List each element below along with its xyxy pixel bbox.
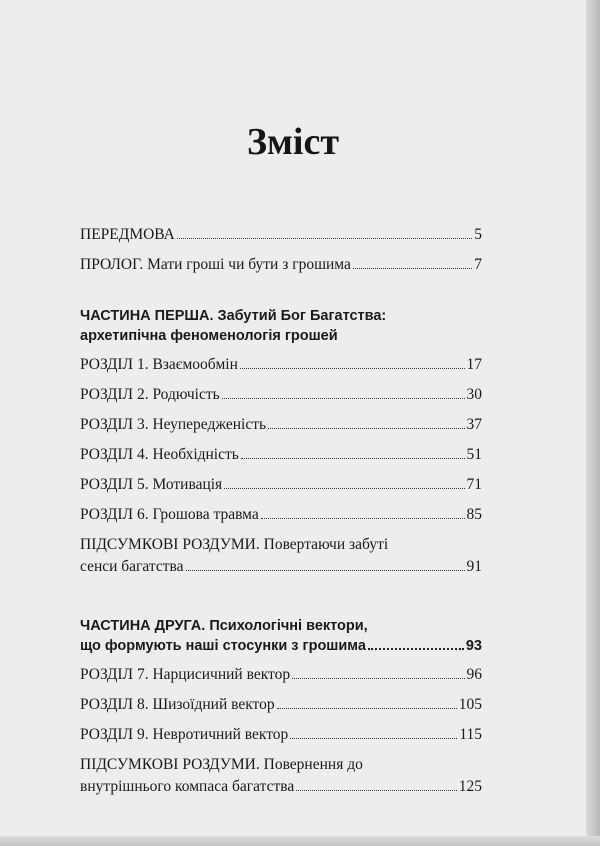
toc-entry-chapter-5 xyxy=(80,474,482,496)
part-two-heading xyxy=(80,616,482,656)
toc-entry-label: РОЗДІЛ 2. Родючість xyxy=(80,386,220,403)
toc-entry-label: РОЗДІЛ 1. Взаємообмін xyxy=(80,356,238,373)
toc-entry-prologue xyxy=(80,254,482,276)
toc-entry-label-cont: внутрішнього компаса багатства xyxy=(80,778,295,795)
toc-entry-label: РОЗДІЛ 7. Нарцисичний вектор xyxy=(80,666,291,683)
dot-leader xyxy=(296,790,457,791)
dot-leader xyxy=(290,738,457,739)
dot-leader xyxy=(268,428,464,429)
toc-entry-label: РОЗДІЛ 3. Неупередженість xyxy=(80,416,267,433)
toc-entry-page: 125 xyxy=(458,778,482,795)
toc-entry-page: 115 xyxy=(459,726,482,743)
toc-entry-page: 5 xyxy=(474,226,482,243)
toc-entry-label-cont: сенси багатства xyxy=(80,558,184,575)
toc-entry-chapter-2 xyxy=(80,384,482,406)
page-title: Зміст xyxy=(246,121,340,163)
dot-leader xyxy=(277,708,457,709)
dot-leader xyxy=(222,398,465,399)
dot-leader xyxy=(224,488,464,489)
toc-entry-part-two-summary xyxy=(80,754,482,798)
toc-entry-label: ПІДСУМКОВІ РОЗДУМИ. Повертаючи забуті xyxy=(80,536,389,553)
toc-entry-chapter-9 xyxy=(80,724,482,746)
dot-leader xyxy=(241,458,465,459)
toc-entry-label: ПРОЛОГ. Мати гроші чи бути з грошима xyxy=(80,256,351,273)
toc-entry-part-one-summary xyxy=(80,534,482,578)
toc-entry-chapter-4 xyxy=(80,444,482,466)
toc-entry-label: РОЗДІЛ 5. Мотивація xyxy=(80,476,223,493)
table-of-contents xyxy=(80,224,482,798)
dot-leader xyxy=(353,268,472,269)
part-heading-line: архетипічна феноменологія грошей xyxy=(80,328,338,344)
toc-entry-label: РОЗДІЛ 4. Необхідність xyxy=(80,446,239,463)
toc-entry-page: 51 xyxy=(466,446,482,463)
dot-leader xyxy=(240,368,465,369)
toc-entry-label: РОЗДІЛ 8. Шизоїдний вектор xyxy=(80,696,275,713)
part-heading-line: що формують наші стосунки з грошима xyxy=(80,638,366,654)
part-heading-line: ЧАСТИНА ДРУГА. Психологічні вектори, xyxy=(80,618,368,634)
part-heading-line: ЧАСТИНА ПЕРША. Забутий Бог Багатства: xyxy=(80,308,387,324)
toc-entry-page: 37 xyxy=(466,416,482,433)
dot-leader xyxy=(177,238,472,239)
part-one-heading xyxy=(80,306,482,346)
toc-entry-page: 96 xyxy=(466,666,482,683)
toc-entry-page: 17 xyxy=(466,356,482,373)
toc-entry-page: 7 xyxy=(474,256,482,273)
toc-entry-chapter-3 xyxy=(80,414,482,436)
toc-entry-label: ПЕРЕДМОВА xyxy=(80,226,175,243)
toc-entry-chapter-7 xyxy=(80,664,482,686)
dot-leader xyxy=(186,570,465,571)
toc-entry-chapter-6 xyxy=(80,504,482,526)
toc-entry-page: 85 xyxy=(466,506,482,523)
toc-entry-page: 91 xyxy=(466,558,482,575)
dot-leader xyxy=(292,678,464,679)
toc-entry-page: 105 xyxy=(458,696,482,713)
toc-entry-label: РОЗДІЛ 9. Невротичний вектор xyxy=(80,726,289,743)
toc-entry-page: 71 xyxy=(466,476,482,493)
toc-entry-page: 93 xyxy=(465,638,482,654)
dot-leader xyxy=(261,518,465,519)
dot-leader xyxy=(368,648,464,650)
toc-entry-chapter-8 xyxy=(80,694,482,716)
page-edge-bottom xyxy=(0,836,600,846)
toc-entry-label: РОЗДІЛ 6. Грошова травма xyxy=(80,506,259,523)
toc-entry-chapter-1 xyxy=(80,354,482,376)
toc-entry-label: ПІДСУМКОВІ РОЗДУМИ. Повернення до xyxy=(80,756,363,773)
toc-entry-page: 30 xyxy=(466,386,482,403)
page-edge-right xyxy=(586,0,600,846)
toc-entry-foreword xyxy=(80,224,482,246)
